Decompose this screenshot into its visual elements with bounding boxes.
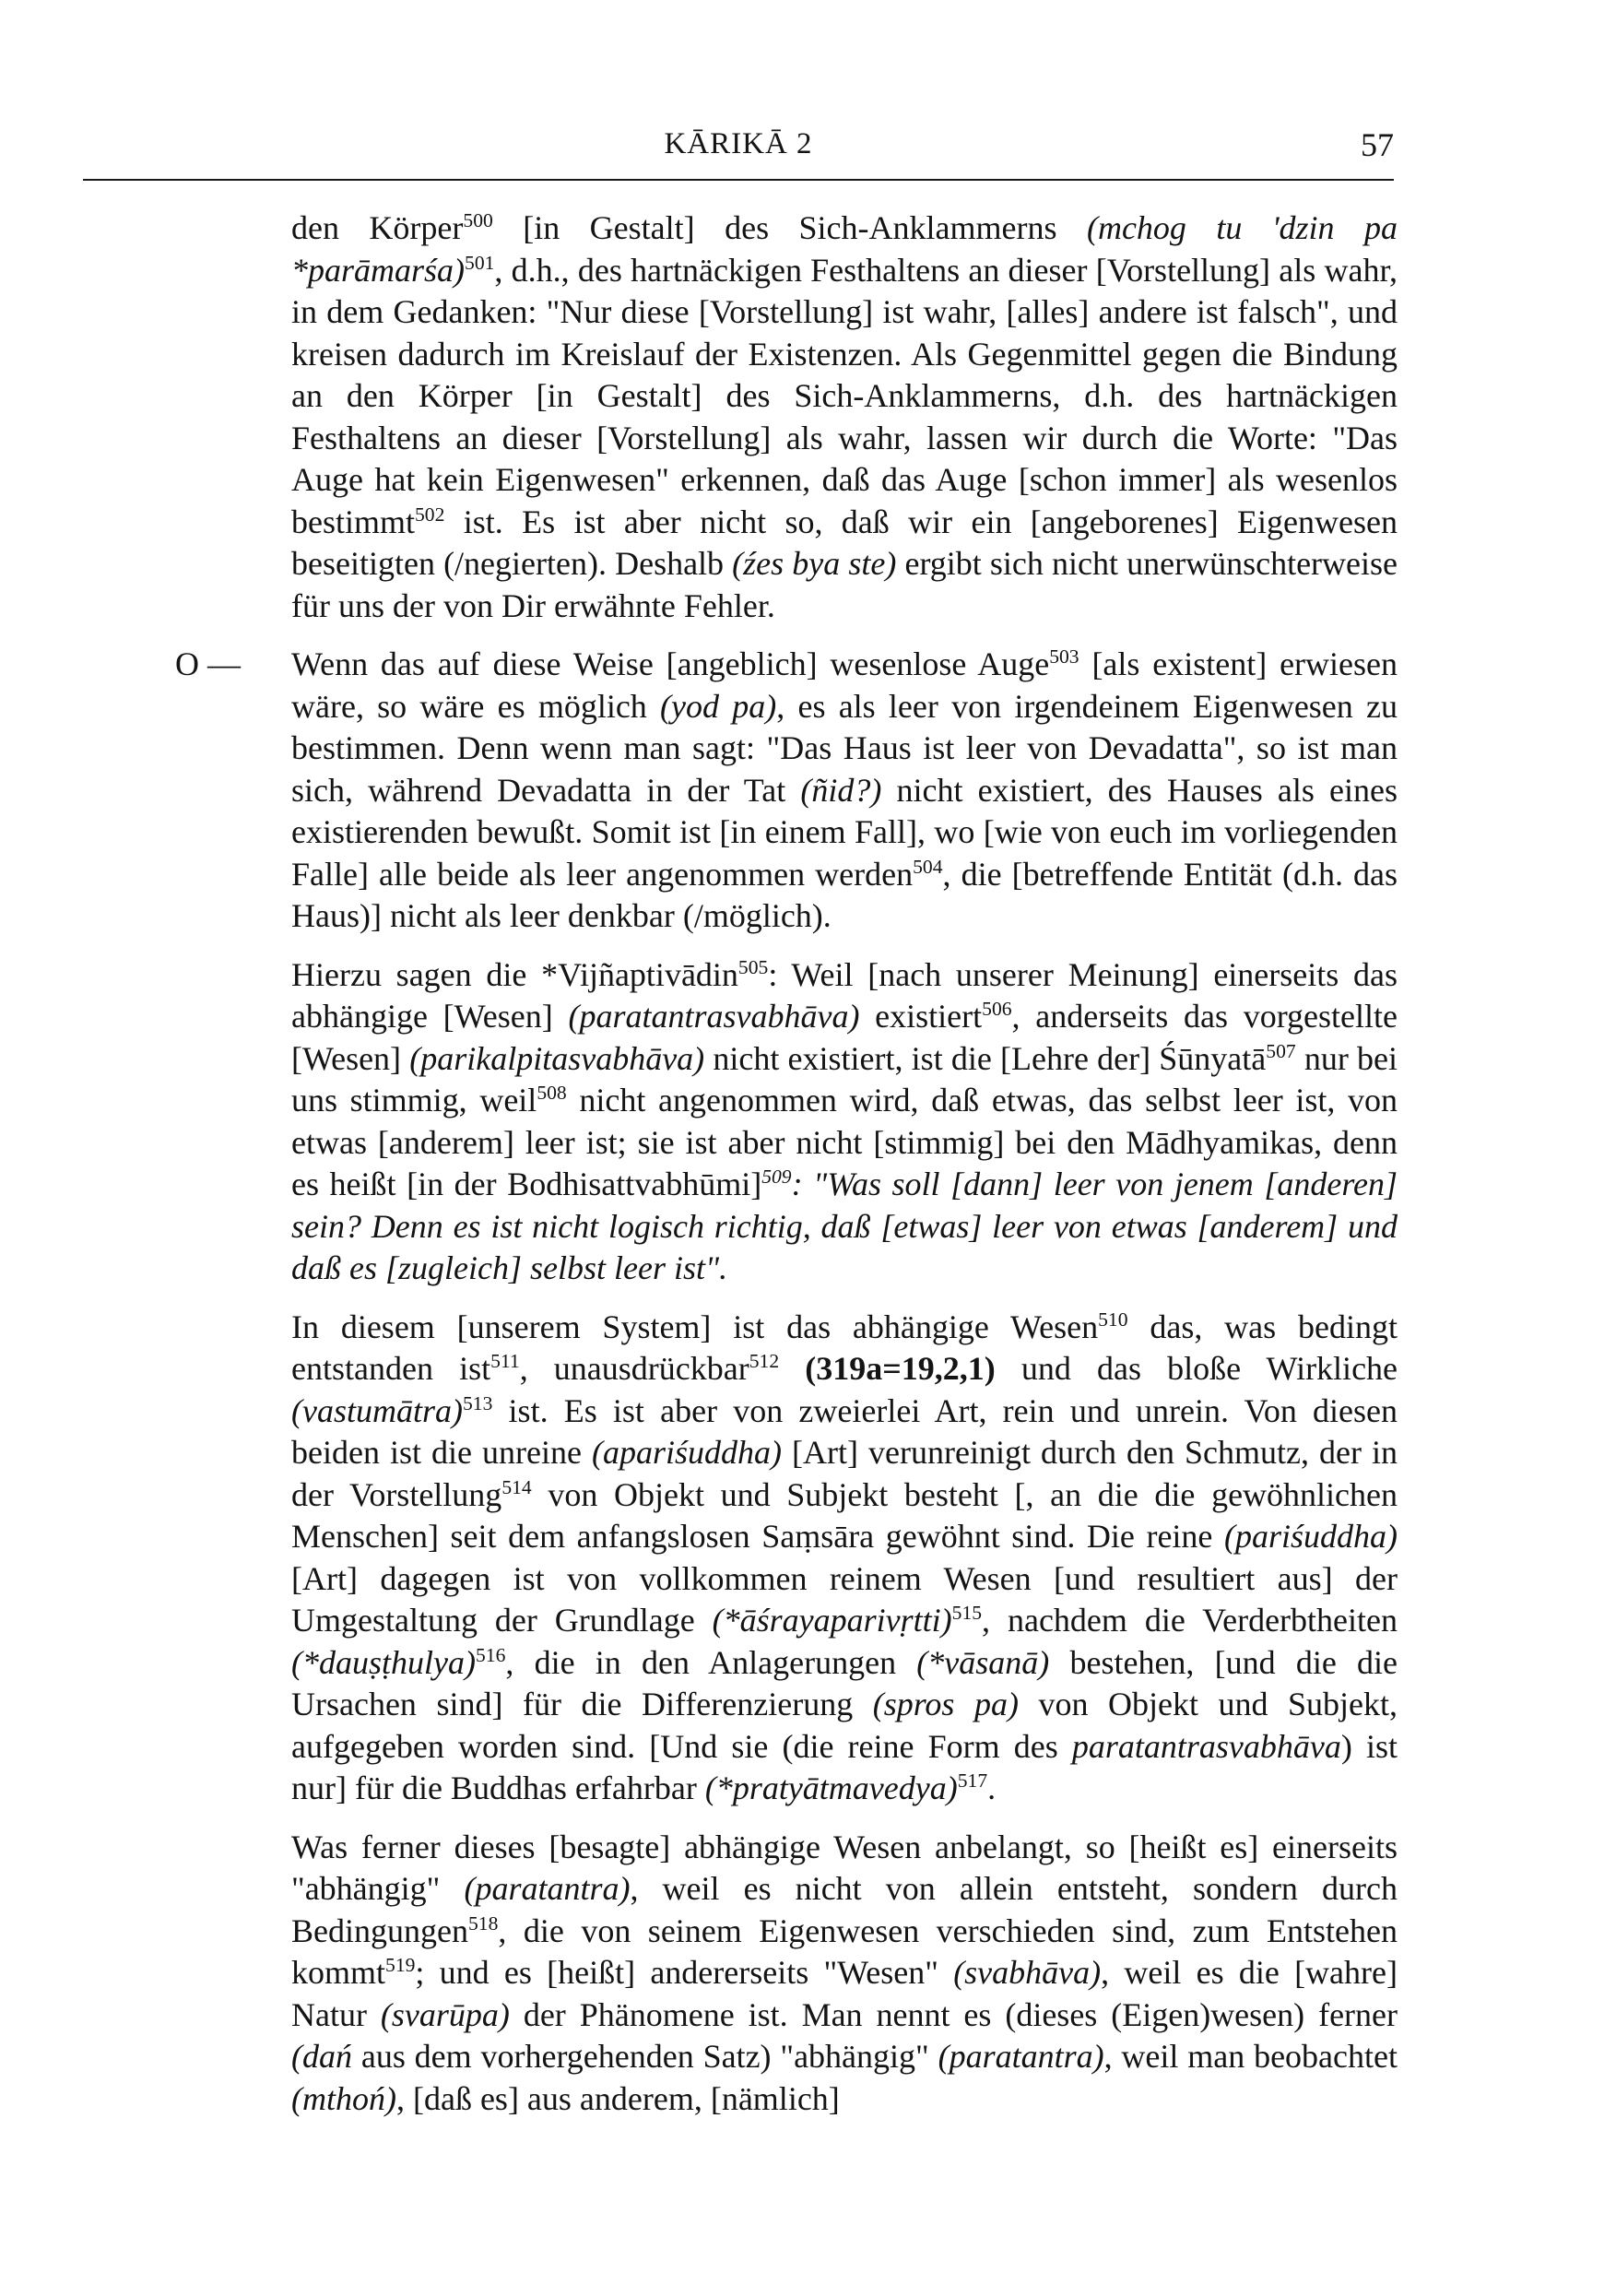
footnote-ref: 504: [913, 855, 943, 878]
footnote-ref: 512: [749, 1350, 780, 1372]
text-run: , anderseits das vorgestellte [Wesen]: [291, 998, 1398, 1077]
footnote-ref: 510: [1098, 1308, 1128, 1331]
footnote-ref: 513: [462, 1391, 493, 1414]
italic-term: (*vāsanā): [916, 1643, 1050, 1681]
italic-term: (svarūpa): [380, 1995, 510, 2033]
text-run: ist. Es ist aber von zweierlei Art, rein und unrein. Von diesen beiden ist die unreine: [291, 1391, 1398, 1471]
header-title: KĀRIKĀ 2: [664, 127, 813, 160]
italic-term: (yod pa): [660, 687, 777, 725]
text-run: , weil es die [wahre] Natur: [291, 1954, 1398, 2033]
text-run: [Art] dagegen ist von vollkommen reinem Wesen [und resultiert aus] der Umgestaltung der Grundlage: [291, 1559, 1398, 1639]
text-run: [Art] verunreinigt durch den Schmutz, der in der Vorstellung: [291, 1434, 1398, 1513]
body-text: [175, 207, 1398, 2120]
footnote-ref: 505: [737, 955, 769, 978]
italic-term: (pariśuddha): [1224, 1518, 1398, 1555]
page-reference: (319a=19,2,1): [805, 1350, 996, 1387]
footnote-ref: 516: [475, 1643, 506, 1666]
italic-term: (mthoń): [291, 2079, 396, 2117]
text-run: ) ist nur] für die Buddhas erfahrbar: [291, 1727, 1398, 1806]
running-head: [83, 127, 1394, 173]
italic-term: (vastumātra): [291, 1391, 463, 1429]
text-run: nicht existiert, ist die [Lehre der] Śūnyatā: [704, 1039, 1267, 1077]
italic-term: (*pratyātmavedya): [704, 1769, 958, 1806]
text-run: [779, 1350, 805, 1387]
text-run: Hierzu sagen die *Vijñaptivādin: [291, 955, 738, 993]
paragraph-2: [175, 644, 1398, 938]
text-run: ist. Es ist aber nicht so, daß wir ein [angeborenes] Eigenwesen beseitigten (/negierten). Deshalb: [291, 503, 1398, 582]
text-run: nicht existiert, des Hauses als eines existierenden bewußt. Somit ist [in einem Fall], wo [wie von euch im vorliegenden Falle] alle beide als leer angenommen werden: [291, 771, 1398, 893]
italic-term: (dań: [291, 2038, 352, 2075]
text-run: , unausdrückbar: [519, 1350, 749, 1387]
italic-term: (mchog tu 'dzin pa *parāmarśa): [291, 209, 1398, 289]
footnote-ref: 502: [415, 503, 445, 526]
header-rule: [83, 179, 1394, 181]
footnote-ref: 509: [761, 1166, 792, 1188]
italic-term: (*dauṣṭhulya): [291, 1643, 476, 1681]
text-run: , die in den Anlagerungen: [505, 1643, 917, 1681]
text-run: , d.h., des hartnäckigen Festhaltens an dieser [Vorstellung] als wahr, in dem Gedanken: "Nur diese [Vorstellung] ist wahr, [alles] andere ist falsch", und kreisen dadurch im Kreislauf der Existenzen. Als Gegenmittel gegen die Bindung an den Körper [in Gestalt] des Sich-Anklammerns, d.h. des hartnäckigen Festhaltens an dieser [Vorstellung] als wahr, lassen wir durch die Worte: "Das Auge hat kein Eigenwesen" erkennen, daß das Auge [schon immer] als wesenlos bestimmt: [291, 251, 1398, 540]
text-run: , [daß es] aus anderem, [nämlich]: [395, 2079, 840, 2117]
paragraph-4: [291, 1307, 1398, 1810]
text-run: : Weil [nach unserer Meinung] einerseits das abhängige [Wesen]: [291, 955, 1398, 1035]
footnote-ref: 517: [957, 1769, 988, 1792]
italic-term: (svabhāva): [953, 1954, 1102, 1991]
text-run: Wenn das auf diese Weise [angeblich] wesenlose Auge: [291, 645, 1050, 682]
text-run: nicht angenommen wird, daß etwas, das selbst leer ist, von etwas [anderem] leer ist; sie ist aber nicht [stimmig] bei den Mādhyamikas, denn es heißt [in der Bodhisattvabhūmi]: [291, 1082, 1398, 1202]
italic-term: (*āśrayaparivṛtti): [712, 1602, 952, 1639]
footnote-ref: 518: [467, 1911, 499, 1935]
text-run: [als existent] erwiesen wäre, so wäre es möglich: [291, 645, 1398, 725]
footnote-ref: 506: [982, 998, 1012, 1020]
footnote-ref: 507: [1266, 1039, 1296, 1062]
text-run: von Objekt und Subjekt, aufgegeben worden sind. [Und sie (die reine Form des: [291, 1686, 1398, 1765]
italic-term: (spros pa): [872, 1686, 1019, 1722]
footnote-ref: 519: [385, 1954, 416, 1976]
text-run: das, was bedingt entstanden ist: [291, 1308, 1398, 1387]
text-run: , die von seinem Eigenwesen verschieden sind, zum Entstehen kommt: [291, 1911, 1398, 1991]
page-number: 57: [1361, 126, 1394, 163]
text-run: ; und es [heißt] andererseits "Wesen": [415, 1954, 954, 1991]
text-run: aus dem vorhergehenden Satz) "abhängig": [352, 2038, 938, 2075]
paragraph-1: [291, 207, 1398, 627]
footnote-ref: 515: [951, 1602, 983, 1624]
text-run: der Phänomene ist. Man nennt es (dieses (Eigen)wesen) ferner: [509, 1995, 1398, 2033]
italic-term: (parikalpitasvabhāva): [409, 1039, 705, 1077]
italic-term: (ñid?): [800, 771, 882, 809]
text-run: [in Gestalt] des Sich-Anklammerns: [492, 209, 1087, 246]
text-run: .: [987, 1769, 997, 1806]
text-run: , weil man beobachtet: [1103, 2038, 1398, 2075]
text-run: bestehen, [und die die Ursachen sind] für die Differenzierung: [291, 1643, 1398, 1722]
footnote-ref: 501: [465, 251, 495, 274]
paragraph-5: [291, 1827, 1398, 2121]
footnote-ref: 511: [490, 1350, 520, 1372]
text-run: von Objekt und Subjekt besteht [, an die die gewöhnlichen Menschen] seit dem anfangslosen Saṃsāra gewöhnt sind. Die reine: [291, 1475, 1398, 1555]
text-run: In diesem [unserem System] ist das abhängige Wesen: [291, 1308, 1099, 1345]
footnote-ref: 508: [537, 1082, 567, 1104]
footnote-ref: 514: [501, 1475, 532, 1498]
italic-term: (paratantra): [938, 2038, 1104, 2075]
italic-term: (paratantra): [464, 1870, 631, 1907]
text-run: nur bei uns stimmig, weil: [291, 1039, 1398, 1118]
text-run: , die [betreffende Entität (d.h. das Haus)] nicht als leer denkbar (/möglich).: [291, 855, 1398, 934]
text-run: , nachdem die Verderbtheiten: [982, 1602, 1398, 1639]
footnote-ref: 503: [1049, 645, 1079, 668]
text-run: und das bloße Wirkliche: [995, 1350, 1398, 1387]
footnote-ref: 500: [463, 209, 493, 231]
text-run: existiert: [859, 998, 983, 1035]
paragraph-3: [291, 954, 1398, 1290]
text-run: Was ferner dieses [besagte] abhängige Wesen anbelangt, so [heißt es] einerseits "abhängig": [291, 1828, 1398, 1907]
italic-term: (źes bya ste): [732, 545, 897, 582]
text-run: den Körper: [291, 209, 464, 246]
italic-term: (paratantrasvabhāva): [568, 998, 860, 1035]
text-run: , es als leer von irgendeinem Eigenwesen zu bestimmen. Denn wenn man sagt: "Das Haus ist leer von Devadatta", so ist man sich, während Devadatta in der Tat: [291, 687, 1398, 809]
italic-term: : "Was soll [dann] leer von jenem [anderen] sein? Denn es ist nicht logisch richtig, daß [etwas] leer von etwas [anderem] und daß es [zugleich] selbst leer ist".: [291, 1166, 1398, 1286]
italic-term: paratantrasvabhāva: [1071, 1727, 1341, 1765]
text-run: , weil es nicht von allein entsteht, sondern durch Bedingungen: [291, 1870, 1398, 1949]
italic-term: (apariśuddha): [592, 1434, 783, 1471]
margin-mark: O —: [175, 645, 241, 682]
text-run: ergibt sich nicht unerwünschterweise für uns der von Dir erwähnte Fehler.: [291, 545, 1398, 624]
